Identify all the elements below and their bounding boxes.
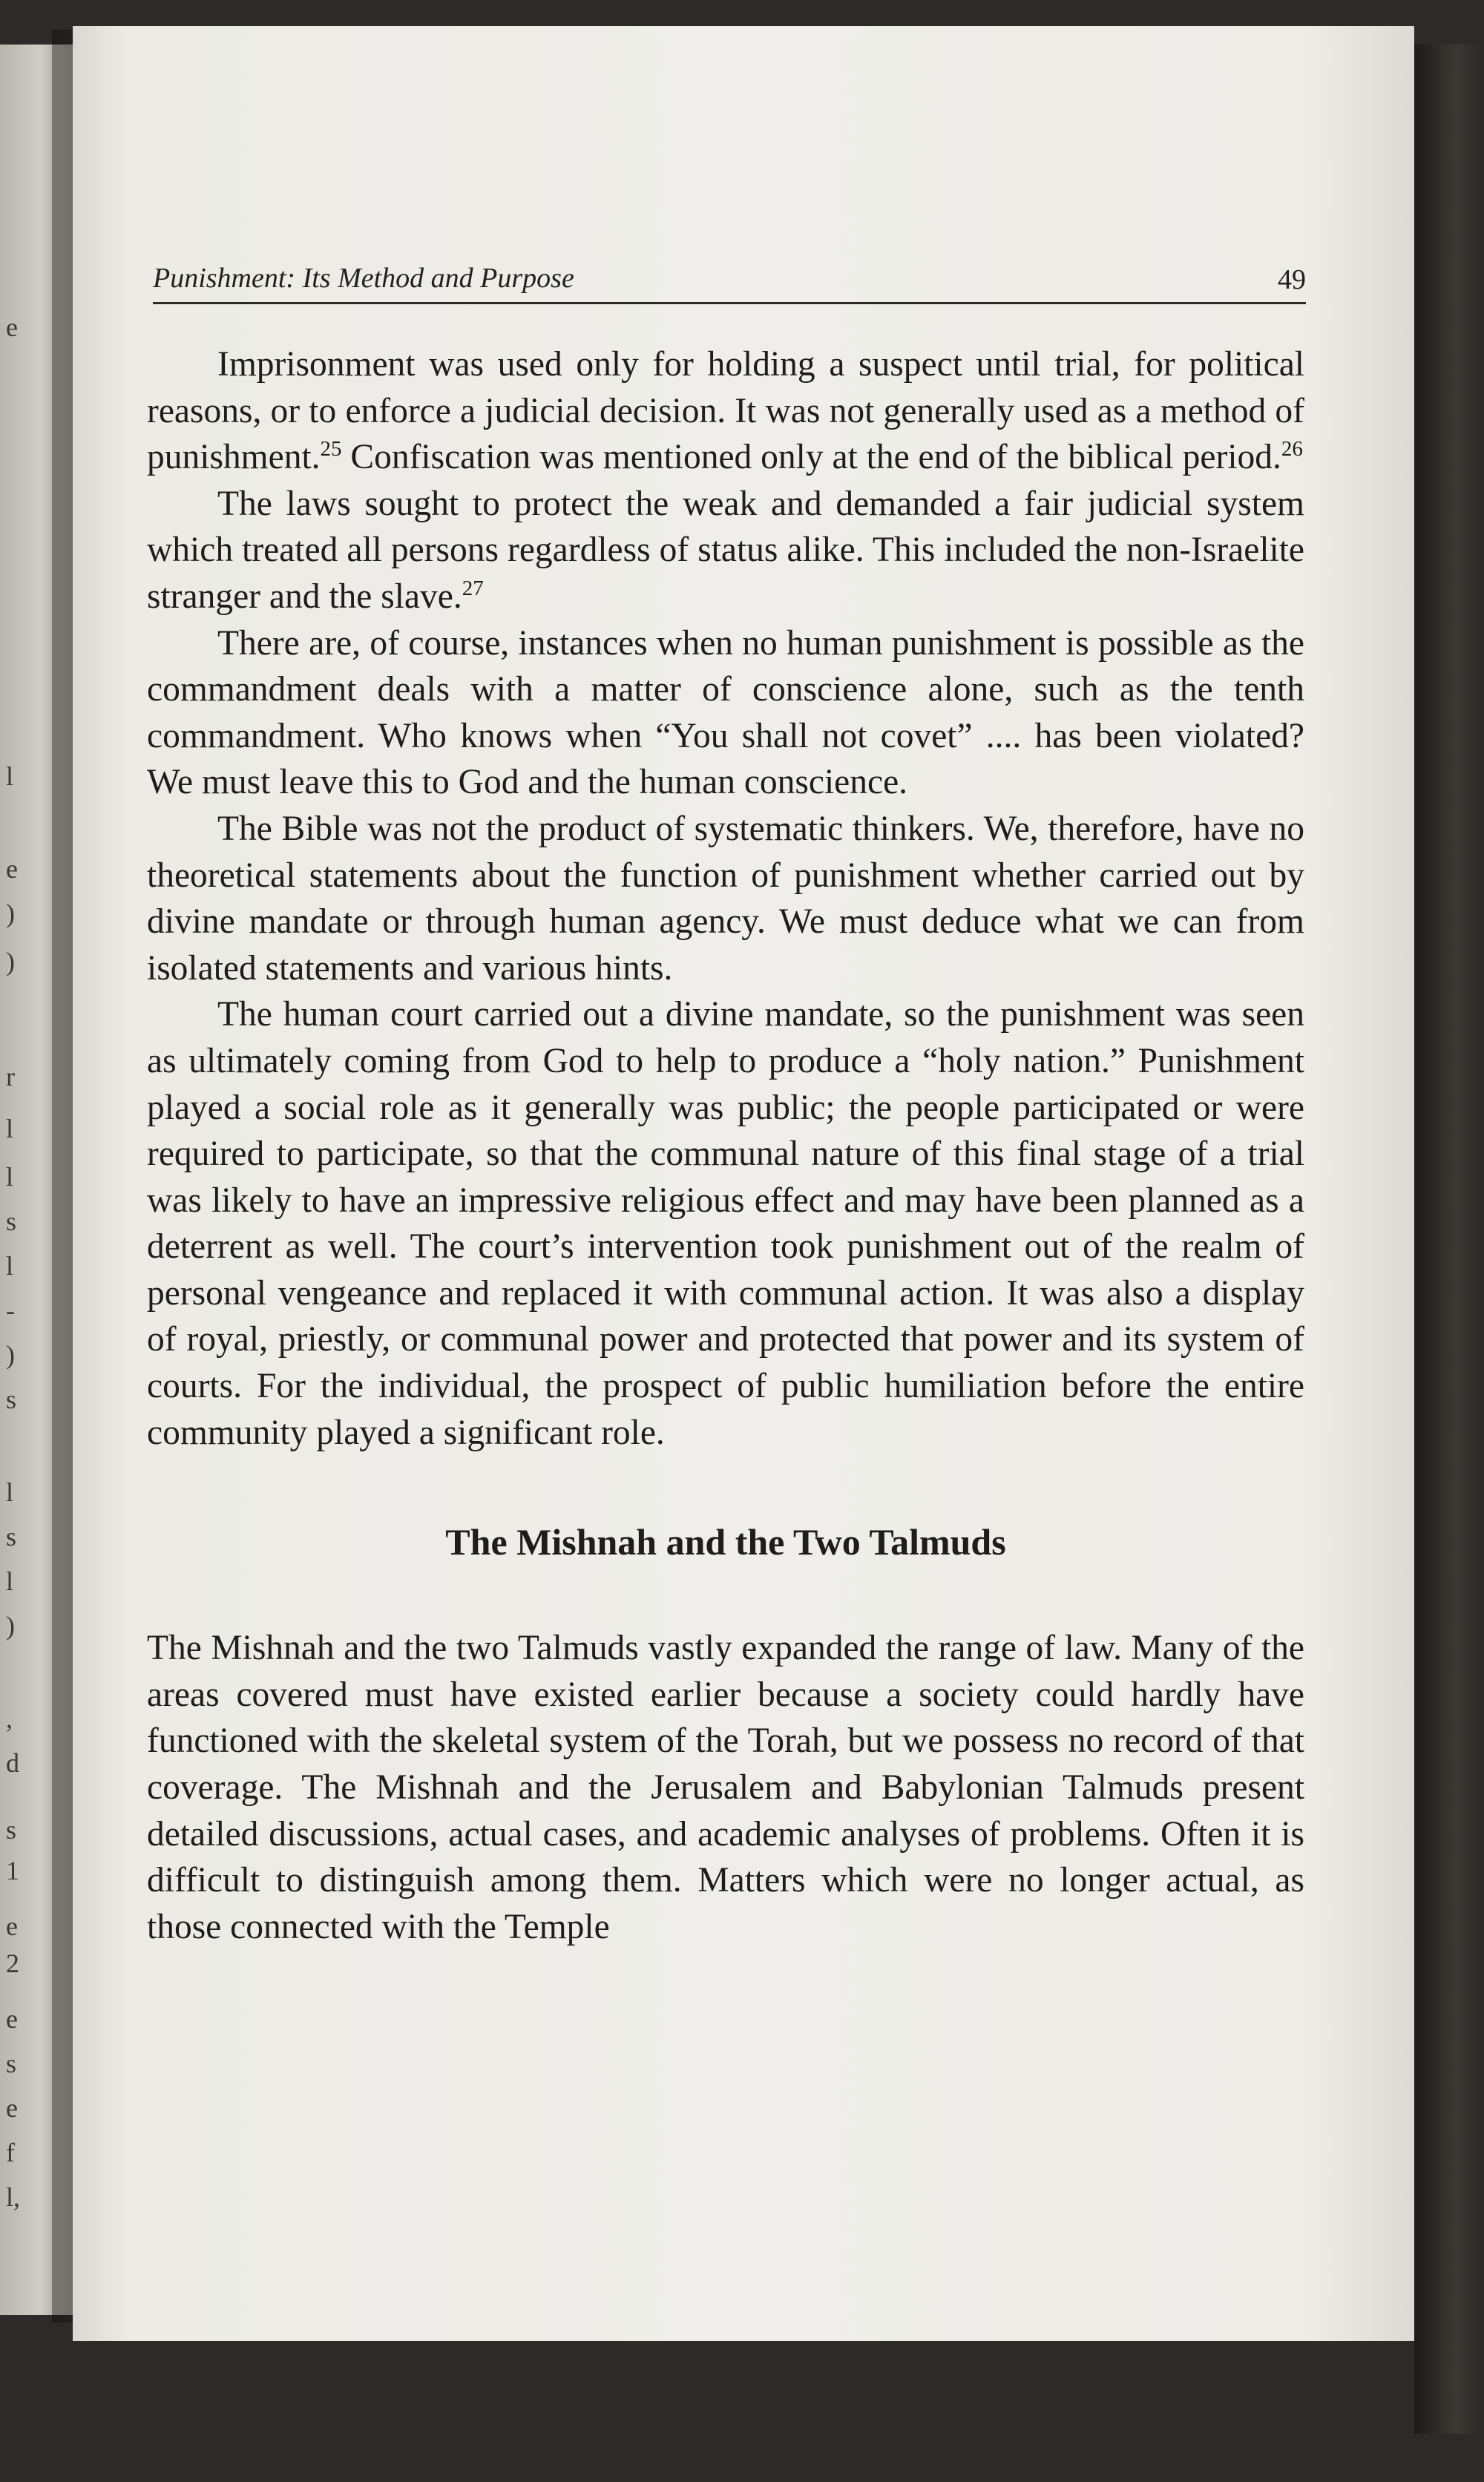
facing-page-fragment: )	[6, 1611, 15, 1641]
facing-page-fragment: e	[6, 1911, 18, 1941]
facing-page-fragment: e	[6, 854, 18, 884]
facing-page-fragment: )	[6, 947, 15, 976]
facing-page-fragment: l	[6, 761, 14, 791]
facing-page-fragment: -	[6, 1296, 15, 1325]
facing-page-fragment: l	[6, 1566, 14, 1596]
facing-page-fragment: l	[6, 1251, 14, 1281]
page-header	[153, 220, 1306, 304]
paragraph-text: There are, of course, instances when no human punishment is possible as the commandment deals with a matter of conscience alone, such as the tenth commandment. Who knows when “You shall not covet” .... has been violated? We must leave this to God and the human conscience.	[147, 623, 1304, 802]
facing-page-fragment: s	[6, 1385, 17, 1414]
paragraph	[147, 1625, 1304, 1950]
facing-page-fragment: )	[6, 899, 15, 928]
paragraph-text: The Mishnah and the two Talmuds vastly expanded the range of law. Many of the areas covered must have existed earlier because a society could hardly have functioned with the skeletal system of the Torah, but we possess no record of that coverage. The Mishnah and the Jerusalem and Babylonian Talmuds present detailed discussions, actual cases, and academic analyses of problems. Often it is difficult to distinguish among them. Matters which were no longer actual, as those connected with the Temple	[147, 1629, 1304, 1946]
facing-page-fragment: s	[6, 1815, 17, 1845]
facing-page-fragment: l	[6, 1162, 14, 1192]
facing-page-fragment: l	[6, 1114, 14, 1143]
facing-page-fragment: d	[6, 1748, 19, 1778]
page-edge-shadow	[1414, 45, 1484, 2434]
facing-page-fragment: 2	[6, 1948, 19, 1978]
footnote-marker[interactable]: 26	[1281, 437, 1303, 462]
running-head: Punishment: Its Method and Purpose	[153, 263, 574, 294]
facing-page-fragment: )	[6, 1340, 15, 1370]
facing-page-fragment: l	[6, 1477, 14, 1507]
facing-page-fragment: ,	[6, 1704, 13, 1733]
paragraph-text: The laws sought to protect the weak and demanded a fair judicial system which treated all persons regardless of status alike. This included the non-Israelite stranger and the slave.	[147, 484, 1304, 616]
facing-page-fragment: f	[6, 2138, 15, 2167]
paragraph-text: Imprisonment was used only for holding a suspect until trial, for political reasons, or to enforce a judicial decision. It was not generally used as a method of punishment.	[147, 345, 1304, 477]
paragraph	[147, 991, 1304, 1456]
facing-page-fragment: s	[6, 1206, 17, 1236]
page-body	[147, 341, 1304, 1950]
facing-page-fragment: s	[6, 2049, 17, 2078]
facing-page-fragment: l,	[6, 2182, 21, 2212]
section-heading: The Mishnah and the Two Talmuds	[445, 1521, 1006, 1563]
paragraph-text: The Bible was not the product of systematic thinkers. We, therefore, have no theoretical statements about the function of punishment whether carried out by divine mandate or through human agency. We must deduce what we can from isolated statements and various hints.	[147, 809, 1304, 988]
paragraph	[147, 806, 1304, 991]
paragraph	[147, 620, 1304, 806]
footnote-marker[interactable]: 27	[462, 576, 484, 600]
facing-page-fragment: e	[6, 2093, 18, 2123]
paragraph	[147, 341, 1304, 481]
facing-page-fragment: e	[6, 312, 18, 342]
facing-page-fragment: e	[6, 2004, 18, 2034]
paragraph-text: The human court carried out a divine mandate, so the punishment was seen as ultimately coming from God to help to produce a “holy nation.” Punishment played a social role as it generally was public; the people participated or were required to participate, so that the communal nature of this final stage of a trial was likely to have an impressive religious effect and may have been planned as a deterrent as well. The court’s intervention took punishment out of the realm of personal vengeance and replaced it with communal action. It was also a display of royal, priestly, or communal power and protected that power and its system of courts. For the individual, the prospect of public humiliation before the entire community played a significant role.	[147, 995, 1304, 1452]
footnote-marker[interactable]: 25	[320, 437, 342, 462]
facing-page-fragment: r	[6, 1062, 15, 1091]
paragraph	[147, 481, 1304, 620]
facing-page-fragment: 1	[6, 1856, 19, 1885]
paragraph-text: Confiscation was mentioned only at the end of the biblical period.	[341, 438, 1281, 477]
facing-page-fragment: s	[6, 1522, 17, 1552]
page-number: 49	[1278, 264, 1306, 295]
book-page	[73, 26, 1414, 2341]
